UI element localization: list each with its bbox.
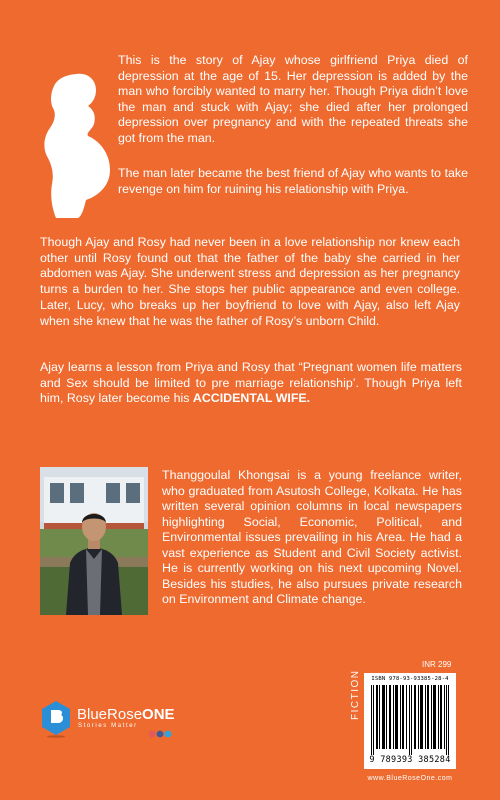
- barcode-number: 9 789393 385284: [369, 755, 451, 765]
- story-paragraph-4-text: Ajay learns a lesson from Priya and Rosy that “Pregnant women life matters and Sex should be limited to pre marriage relationship’. Though Priya left him, Rosy later become his: [40, 360, 462, 406]
- publisher-website: www.BlueRoseOne.com: [367, 775, 453, 782]
- publisher-name-part: BlueRose: [77, 706, 143, 723]
- isbn-text: ISBN 978-93-93385-28-4: [371, 676, 449, 682]
- social-icons: [148, 730, 172, 738]
- author-photo: [40, 467, 148, 615]
- bluerose-logo-icon: [40, 700, 72, 738]
- story-paragraph-2: The man later became the best friend of Ajay who wants to take revenge on him for ruining his relationship with Priya.: [118, 166, 468, 196]
- book-title-emphasis: ACCIDENTAL WIFE.: [192, 391, 311, 406]
- isbn-barcode: [364, 673, 456, 769]
- publisher-logo: [40, 700, 190, 742]
- publisher-tagline: Stories Matter: [78, 723, 138, 729]
- story-paragraph-3: Though Ajay and Rosy had never been in a love relationship nor knew each other until Rosy found out that the father of the baby she carried in her abdomen was Ajay. She underwent stress and depression as her pregnancy turns a burden to her. She stops her public appearance and even college. Later, Lucy, who breaks up her boyfriend to love with Ajay, also left Ajay when she knew that he was the father of Rosy’s unborn Child.: [40, 235, 460, 328]
- story-paragraph-1: This is the story of Ajay whose girlfriend Priya died of depression at the age of 15. Her depression is added by the man who forcibly wanted to marry her. Though Priya didn’t love the man and stuck with Ajay; she died after her prolonged depression over pregnancy and with the repeated threats she got from the man.: [118, 53, 468, 145]
- pregnant-woman-silhouette: [36, 70, 124, 220]
- barcode-icon: [367, 685, 453, 755]
- publisher-name-one: ONE: [142, 706, 175, 723]
- author-bio: Thanggoulal Khongsai is a young freelance writer, who graduated from Asutosh College, Kolkata. He has written several opinion columns in local newspapers highlighting Social, Economic, Political, and Environmental issues prevailing in his Area. He had a vast experience as Student and Civil Society activist. He is currently working on his next upcoming Novel. Besides his studies, he also pursues private research on Environment and Climate change.: [162, 468, 462, 606]
- publisher-name: [77, 706, 175, 723]
- story-paragraph-4: [40, 360, 462, 407]
- price-label: INR 299: [422, 660, 452, 669]
- genre-label: FICTION: [350, 669, 361, 720]
